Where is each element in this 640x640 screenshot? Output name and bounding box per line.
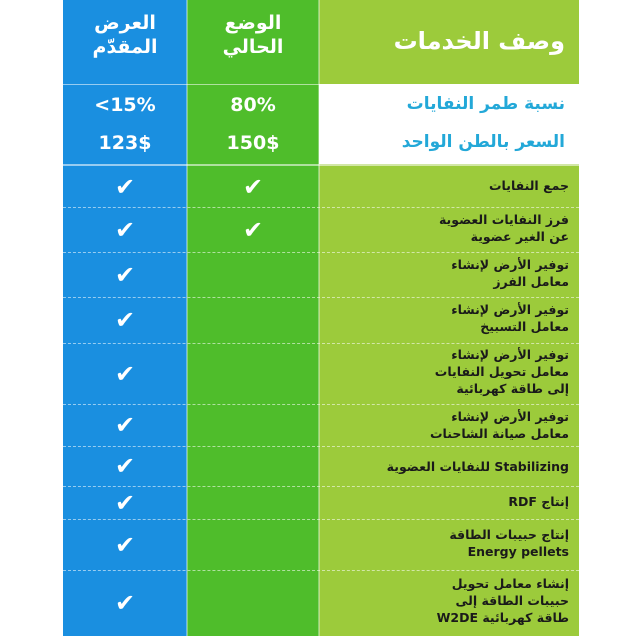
metric-price-current: 150$: [226, 132, 280, 154]
service-label: إنتاج RDF: [508, 494, 569, 509]
offer-header: [69, 12, 181, 60]
offer-check-cell: [63, 252, 187, 297]
checkmark-icon: ✔: [114, 589, 136, 617]
current-check-cell: [187, 207, 319, 252]
checkmark-icon: ✔: [114, 306, 136, 334]
service-label: توفير الأرض لإنشاء معامل الفرز: [451, 257, 569, 289]
offer-check-cell: [63, 519, 187, 570]
checkmark-icon: ✔: [114, 359, 136, 388]
metric-price-label: السعر بالطن الواحد: [401, 132, 565, 152]
current-header: [193, 12, 313, 60]
offer-check-cell: [63, 486, 187, 519]
checkmark-icon: ✔: [114, 530, 136, 559]
service-label: فرز النفايات العضوية عن الغير عضوية: [438, 212, 569, 244]
checkmark-icon: ✔: [242, 172, 264, 201]
service-label: Stabilizing للنفايات العضوية: [386, 459, 569, 474]
checkmark-icon: ✔: [114, 215, 136, 244]
checkmark-icon: ✔: [114, 488, 136, 517]
services-header: [329, 26, 565, 56]
current-check-cell: [187, 166, 319, 207]
offer-check-cell: [63, 570, 187, 636]
checkmark-icon: ✔: [114, 411, 136, 439]
offer-check-cell: [63, 404, 187, 446]
checkmark-icon: ✔: [242, 215, 264, 244]
comparison-table: [63, 0, 579, 636]
metric-landfill-offer: <15%: [94, 94, 156, 116]
offer-check-cell: [63, 297, 187, 343]
service-label: توفير الأرض لإنشاء معامل تحويل النفايات إلى طاقة كهربائية: [434, 347, 569, 396]
offer-header-line1: العرض المقدّم: [92, 12, 158, 58]
metric-landfill-label: نسبة طمر النفايات: [406, 94, 565, 114]
offer-check-cell: [63, 446, 187, 486]
service-label: إنتاج حبيبات الطاقة Energy pellets: [449, 527, 569, 559]
checkmark-icon: ✔: [114, 260, 136, 289]
metric-landfill-current: 80%: [230, 94, 276, 116]
current-header-label: الوضع الحالي: [222, 12, 284, 58]
offer-check-cell: [63, 207, 187, 252]
service-label: جمع النفايات: [489, 178, 569, 193]
checkmark-icon: ✔: [114, 172, 136, 201]
service-label: توفير الأرض لإنشاء معامل صيانة الشاحنات: [430, 409, 569, 441]
separator: [63, 84, 579, 85]
metric-price-offer: 123$: [98, 132, 152, 154]
checkmark-icon: ✔: [114, 452, 136, 480]
offer-check-cell: [63, 343, 187, 404]
column-divider: [186, 0, 188, 636]
column-divider: [318, 0, 320, 636]
service-label: توفير الأرض لإنشاء معامل التسبيخ: [451, 302, 569, 334]
offer-check-cell: [63, 166, 187, 207]
services-header-label: وصف الخدمات: [393, 27, 565, 55]
service-label: إنشاء معامل تحويل حبيبات الطاقة إلى طاقة كهربائية W2DE: [436, 576, 569, 625]
